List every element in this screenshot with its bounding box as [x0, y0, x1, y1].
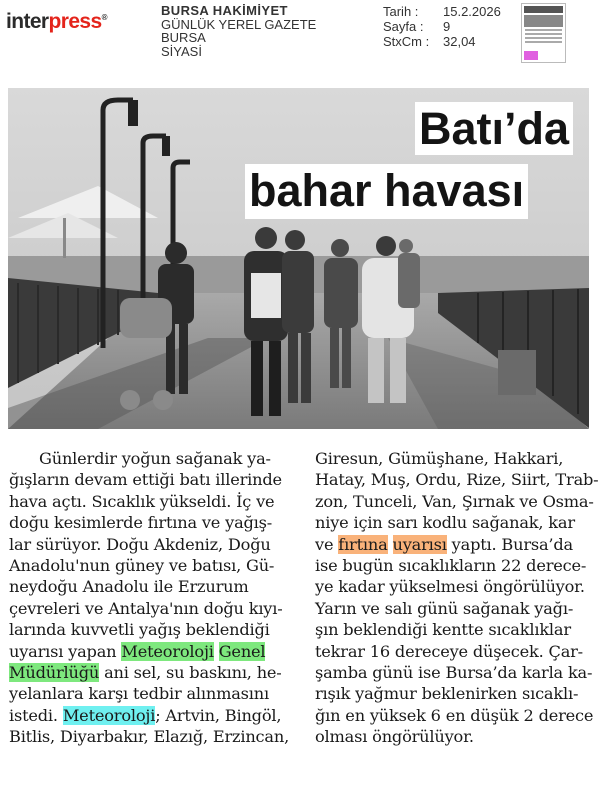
article-line: Müdürlüğü ani sel, su baskını, he- [9, 663, 282, 683]
keyword-highlight: fırtına [338, 534, 388, 554]
thumbnail-masthead [524, 6, 563, 13]
stxcm-label: StxCm : [383, 34, 430, 49]
article-line: Günlerdir yoğun sağanak ya- [39, 449, 271, 468]
meta-date-row [383, 4, 501, 19]
headline-line-1: Batı’da [415, 102, 573, 155]
article-line: ğın en yüksek 6 en düşük 2 derece [315, 705, 594, 725]
article-line: ğışların devam ettiği batı illerinde [9, 470, 282, 490]
thumbnail-text-line [525, 41, 562, 43]
article-line: neydoğu Anadolu ile Erzurum [9, 577, 249, 597]
news-photo [8, 88, 589, 429]
logo-text-inter: inter [6, 10, 49, 33]
article-line: olması öngörülüyor. [315, 727, 474, 747]
article-line: zon, Tunceli, Van, Şırnak ve Osma- [315, 491, 594, 511]
article-line: Hatay, Muş, Ordu, Rize, Siirt, Trab- [315, 470, 599, 490]
thumbnail-highlight-marker [524, 51, 538, 60]
keyword-highlight: Meteoroloji [62, 705, 156, 725]
article-line: hava açtı. Sıcaklık yükseldi. İç ve [9, 491, 275, 511]
article-line: çevreleri ve Antalya'nın doğu kıyı- [9, 598, 283, 618]
meta-page-row [383, 19, 501, 34]
keyword-highlight: Genel [218, 641, 266, 661]
article-line: ise bugün sıcaklıkların 22 derece- [315, 556, 587, 576]
date-value: 15.2.2026 [443, 4, 501, 19]
article-line: niye için sarı kodlu sağanak, kar [315, 513, 575, 533]
interpress-logo [6, 6, 107, 34]
publication-info [161, 4, 316, 58]
article-line: Anadolu'nun güney ve batısı, Gü- [9, 556, 275, 576]
article-line: doğu kesimlerde fırtına ve yağış- [9, 513, 273, 533]
thumbnail-photo-block [524, 15, 563, 27]
thumbnail-text-line [525, 37, 562, 39]
clipping-meta [383, 4, 501, 49]
article-line: uyarısı yapan Meteoroloji Genel [9, 641, 266, 661]
article-column-1 [9, 448, 291, 748]
article-line: şamba günü ise Bursa’da karla ka- [315, 663, 593, 683]
thumbnail-text-line [525, 33, 562, 35]
article-line: şın beklendiği kentte sıcaklıklar [315, 620, 571, 640]
page-value: 9 [443, 19, 451, 34]
article-line: istedi. Meteoroloji; Artvin, Bingöl, [9, 705, 282, 725]
page-label: Sayfa : [383, 19, 424, 34]
meta-stxcm-row [383, 34, 501, 49]
article-line: Bitlis, Diyarbakır, Elazığ, Erzincan, [9, 727, 290, 747]
keyword-highlight: Müdürlüğü [9, 663, 100, 683]
article-line: lar sürüyor. Doğu Akdeniz, Doğu [9, 534, 271, 554]
article-column-2 [315, 448, 605, 748]
article-line: Giresun, Gümüşhane, Hakkari, [315, 449, 564, 468]
article-line: Yarın ve salı günü sağanak yağı- [315, 598, 574, 618]
publication-city: BURSA [161, 30, 206, 45]
article-line: yelanlara karşı tedbir alınmasını [9, 684, 269, 704]
article-line: tekrar 16 dereceye düşecek. Çar- [315, 641, 583, 661]
date-label: Tarih : [383, 4, 419, 19]
article-line: ye kadar yükselmesi öngörülüyor. [315, 577, 585, 597]
article-line: rışık yağmur beklenirken sıcaklı- [315, 684, 579, 704]
publication-name: BURSA HAKİMİYET [161, 3, 288, 18]
article-line: larında kuvvetli yağış beklendiği [9, 620, 270, 640]
page-thumbnail[interactable] [521, 3, 566, 63]
logo-text-press: press [48, 10, 102, 33]
article-line: ve fırtına uyarısı yaptı. Bursa’da [315, 534, 573, 554]
keyword-highlight: uyarısı [392, 534, 447, 554]
stxcm-value: 32,04 [443, 34, 476, 49]
publication-category: SİYASİ [161, 43, 202, 59]
registered-mark: ® [101, 13, 107, 22]
keyword-highlight: Meteoroloji [121, 641, 214, 661]
publication-type: GÜNLÜK YEREL GAZETE [161, 16, 317, 32]
thumbnail-text-line [525, 29, 562, 31]
headline-line-2: bahar havası [245, 164, 528, 219]
